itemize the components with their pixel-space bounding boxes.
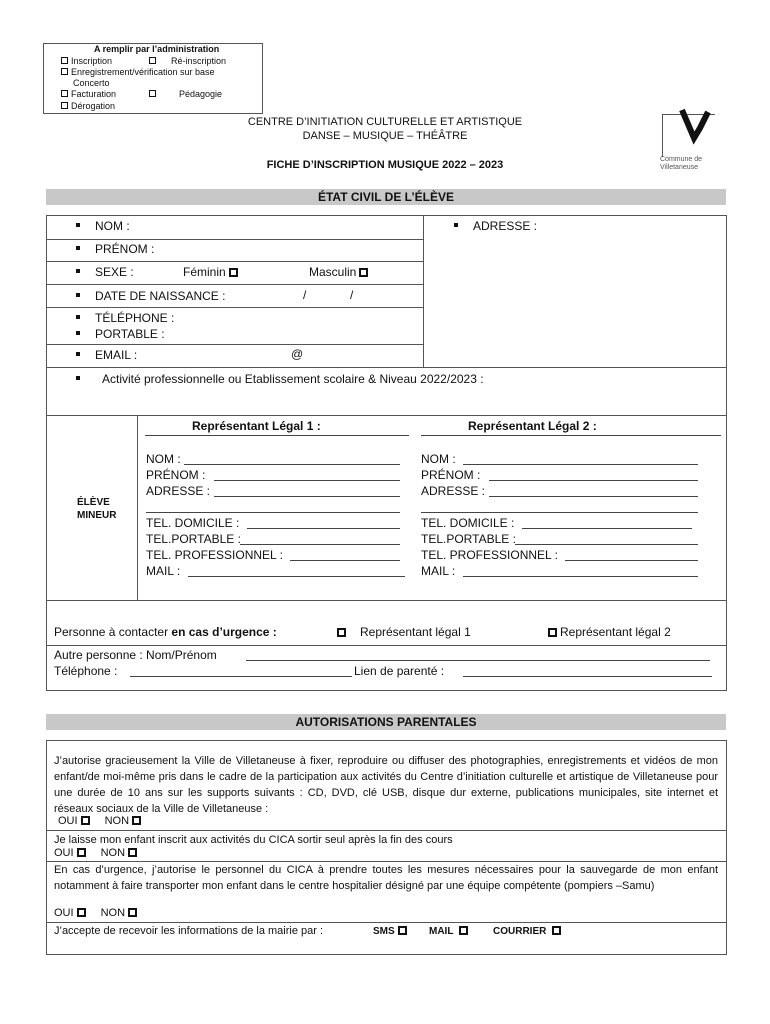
admin-item-reinscription[interactable]: Ré-inscription — [149, 56, 226, 66]
admin-item-derogation[interactable]: Dérogation — [61, 101, 115, 111]
logo-caption-1: Commune de — [660, 156, 703, 163]
rep2-mail: MAIL : — [421, 564, 456, 578]
field-nom[interactable]: NOM : — [76, 219, 130, 233]
urgence-option-rep1[interactable]: Représentant légal 1 — [334, 625, 471, 639]
checkbox-icon[interactable] — [61, 57, 68, 64]
rep1-nom-input[interactable] — [184, 464, 400, 465]
admin-box — [43, 43, 263, 114]
field-email[interactable]: EMAIL : — [76, 348, 137, 362]
info-option-sms[interactable]: SMS — [373, 926, 410, 937]
field-activite[interactable]: Activité professionnelle ou Etablissement scolaire & Niveau 2022/2023 : — [76, 372, 484, 386]
checkbox-icon[interactable] — [61, 90, 68, 97]
date-slash-2: / — [350, 288, 354, 302]
rep2-nom: NOM : — [421, 452, 456, 466]
bullet-icon — [76, 315, 80, 319]
info-option-courrier[interactable]: COURRIER — [493, 926, 564, 937]
rep1-mail: MAIL : — [146, 564, 181, 578]
checkbox-icon[interactable] — [128, 908, 137, 917]
rep2-tel-pro: TEL. PROFESSIONNEL : — [421, 548, 558, 562]
rep1-tel-domicile: TEL. DOMICILE : — [146, 516, 240, 530]
info-option-mail[interactable]: MAIL — [429, 926, 471, 937]
autorisation-info-text: J’accepte de recevoir les informations de la mairie par : — [54, 925, 324, 937]
logo-caption-2: Villetaneuse — [660, 164, 699, 171]
admin-item-pedagogie[interactable]: Pédagogie — [149, 89, 222, 99]
bullet-icon — [76, 352, 80, 356]
bullet-icon — [76, 223, 80, 227]
email-at-sign: @ — [291, 347, 304, 361]
urgence-option-rep2[interactable]: Représentant légal 2 — [545, 625, 671, 639]
rep1-adresse: ADRESSE : — [146, 484, 211, 498]
field-prenom[interactable]: PRÉNOM : — [76, 242, 154, 256]
rep2-tel-portable: TEL.PORTABLE : — [421, 532, 516, 546]
rep1-tel-domicile-input[interactable] — [247, 528, 400, 529]
eleve-mineur-label-1: ÉLÈVE — [77, 497, 110, 508]
date-slash-1: / — [303, 288, 307, 302]
autre-personne-label: Autre personne : Nom/Prénom — [54, 648, 217, 662]
rep2-title: Représentant Légal 2 : — [468, 419, 597, 433]
checkbox-icon[interactable] — [337, 628, 346, 637]
rep1-tel-pro: TEL. PROFESSIONNEL : — [146, 548, 283, 562]
checkbox-icon[interactable] — [61, 68, 68, 75]
section-etat-civil-title: ÉTAT CIVIL DE L’ÉLÈVE — [46, 189, 726, 205]
checkbox-icon[interactable] — [149, 90, 156, 97]
rep2-tel-domicile-input[interactable] — [522, 528, 692, 529]
checkbox-icon[interactable] — [229, 268, 238, 277]
checkbox-icon[interactable] — [81, 816, 90, 825]
logo — [660, 108, 720, 174]
lien-parente-input[interactable] — [463, 676, 712, 677]
checkbox-icon[interactable] — [359, 268, 368, 277]
rep1-nom: NOM : — [146, 452, 181, 466]
rep1-adresse-input-2[interactable] — [146, 512, 400, 513]
rep1-title: Représentant Légal 1 : — [192, 419, 321, 433]
autorisation-urgence-text: En cas d’urgence, j’autorise le personnel du CICA à prendre toutes les mesures nécessaires pour la sauvegarde de mon enfant notamment à faire transporter mon enfant dans le centre hospitalier désigné par une équipe compétente (pompiers –Samu) — [54, 864, 718, 892]
bullet-icon — [454, 223, 458, 227]
checkbox-icon[interactable] — [61, 102, 68, 109]
option-masculin[interactable]: Masculin — [309, 265, 371, 279]
autorisation-photo-choice[interactable]: OUI NON — [58, 815, 144, 827]
bullet-icon — [76, 331, 80, 335]
rep1-tel-portable-input[interactable] — [240, 544, 400, 545]
rep1-mail-input[interactable] — [188, 576, 405, 577]
rep2-adresse-input[interactable] — [489, 496, 698, 497]
checkbox-icon[interactable] — [77, 848, 86, 857]
autorisation-sortie-choice[interactable]: OUI NON — [54, 847, 140, 859]
rep2-prenom-input[interactable] — [489, 480, 698, 481]
rep2-mail-input[interactable] — [463, 576, 698, 577]
checkbox-icon[interactable] — [548, 628, 557, 637]
rep1-tel-pro-input[interactable] — [290, 560, 400, 561]
rep2-adresse-input-2[interactable] — [421, 512, 698, 513]
header-line2: DANSE – MUSIQUE – THÉÂTRE — [302, 130, 468, 142]
bullet-icon — [76, 246, 80, 250]
logo-v-icon — [660, 108, 720, 156]
field-sexe: SEXE : — [76, 265, 134, 279]
rep2-tel-portable-input[interactable] — [515, 544, 698, 545]
checkbox-icon[interactable] — [552, 926, 561, 935]
field-adresse[interactable]: ADRESSE : — [454, 219, 537, 233]
checkbox-icon[interactable] — [132, 816, 141, 825]
autorisation-urgence-choice[interactable]: OUI NON — [54, 907, 140, 919]
rep2-nom-input[interactable] — [463, 464, 698, 465]
rep2-prenom: PRÉNOM : — [421, 468, 481, 482]
checkbox-icon[interactable] — [149, 57, 156, 64]
field-telephone[interactable]: TÉLÉPHONE : — [76, 311, 174, 325]
bullet-icon — [76, 376, 80, 380]
autorisation-photo-text: J’autorise gracieusement la Ville de Villetaneuse à fixer, reproduire ou diffuser des photographies, enregistrements et vidéos de mon enfant/de moi-même pris dans le cadre de la participation aux activités du Centre d’initiation culturelle et artistique de Villetaneuse pour une durée de 10 ans sur les supports suivants : CD, DVD, clé USB, disque dur externe, publications municipales, site internet et réseaux sociaux de la Ville de Villetaneuse : — [54, 755, 718, 815]
rep2-adresse: ADRESSE : — [421, 484, 486, 498]
checkbox-icon[interactable] — [77, 908, 86, 917]
admin-item-enregistrement[interactable]: Enregistrement/vérification sur base — [61, 67, 215, 77]
urgence-label: Personne à contacter en cas d’urgence : — [54, 625, 277, 639]
field-portable[interactable]: PORTABLE : — [76, 327, 165, 341]
rep2-tel-domicile: TEL. DOMICILE : — [421, 516, 515, 530]
eleve-mineur-label-2: MINEUR — [77, 510, 117, 521]
admin-item-facturation[interactable]: Facturation — [61, 89, 116, 99]
telephone2-input[interactable] — [130, 676, 352, 677]
rep1-tel-portable: TEL.PORTABLE : — [146, 532, 241, 546]
autre-personne-input[interactable] — [246, 660, 710, 661]
admin-item-enregistrement-cont: Concerto — [73, 78, 110, 88]
form-title: FICHE D’INSCRIPTION MUSIQUE 2022 – 2023 — [266, 159, 504, 171]
admin-box-title: A remplir par l’administration — [94, 44, 220, 54]
checkbox-icon[interactable] — [459, 926, 468, 935]
rep1-adresse-input[interactable] — [214, 496, 400, 497]
telephone2-label: Téléphone : — [54, 664, 118, 678]
rep2-tel-pro-input[interactable] — [565, 560, 698, 561]
checkbox-icon[interactable] — [398, 926, 407, 935]
bullet-icon — [76, 293, 80, 297]
section-autorisations-title: AUTORISATIONS PARENTALES — [46, 714, 726, 730]
rep1-prenom-input[interactable] — [214, 480, 400, 481]
autorisation-sortie-text: Je laisse mon enfant inscrit aux activités du CICA sortir seul après la fin des cours — [54, 834, 453, 846]
lien-parente-label: Lien de parenté : — [354, 664, 445, 678]
header-line1: CENTRE D’INITIATION CULTURELLE ET ARTISTIQUE — [247, 116, 523, 128]
option-feminin[interactable]: Féminin — [183, 265, 241, 279]
field-date-naissance[interactable]: DATE DE NAISSANCE : — [76, 289, 225, 303]
checkbox-icon[interactable] — [128, 848, 137, 857]
admin-item-inscription[interactable]: Inscription — [61, 56, 112, 66]
bullet-icon — [76, 269, 80, 273]
rep1-prenom: PRÉNOM : — [146, 468, 206, 482]
